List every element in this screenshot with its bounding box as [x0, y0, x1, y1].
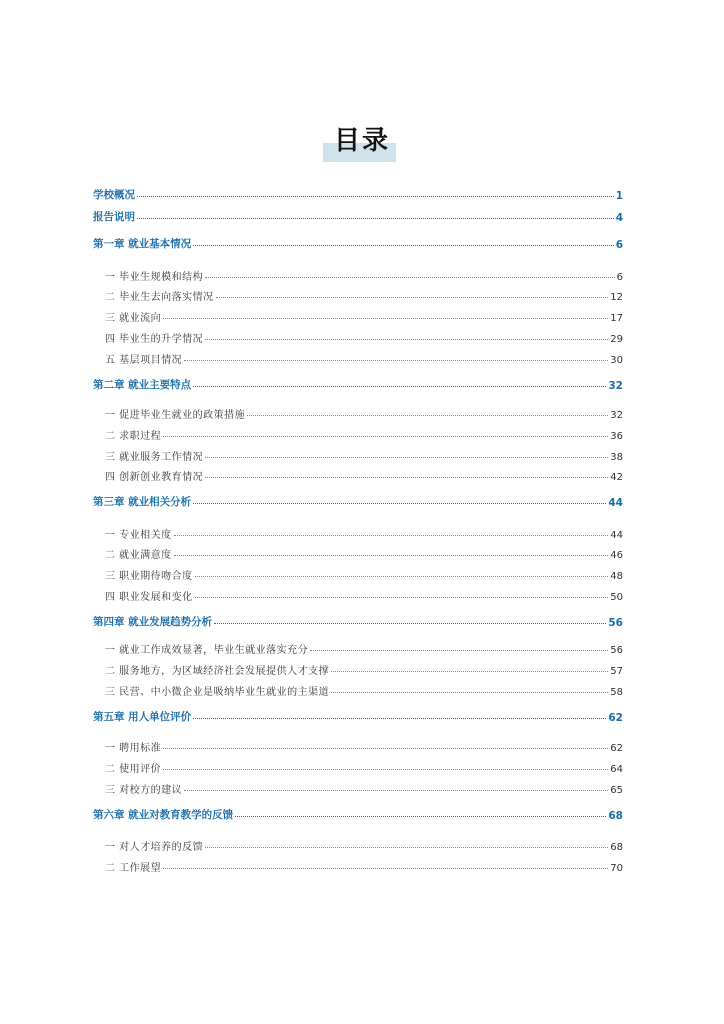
toc-entry-label: 第五章 用人单位评价	[93, 711, 192, 723]
toc-section-entry[interactable]	[105, 755, 623, 775]
toc-entry-label: 四 毕业生的升学情况	[105, 334, 204, 345]
toc-entry-page-number: 68	[610, 842, 623, 853]
toc-entry-label: 第四章 就业发展趋势分析	[93, 616, 213, 628]
toc-section-entry[interactable]	[105, 678, 623, 698]
toc-entry-page-number: 29	[610, 334, 623, 345]
toc-entry-page-number: 68	[608, 810, 623, 822]
dot-leader	[195, 597, 609, 598]
toc-entry-label: 四 职业发展和变化	[105, 592, 193, 603]
toc-entry-page-number: 50	[610, 592, 623, 603]
toc-entry-label: 二 使用评价	[105, 764, 162, 775]
toc-entry-page-number: 65	[610, 785, 623, 796]
dot-leader	[205, 477, 608, 478]
toc-entry-label: 第二章 就业主要特点	[93, 379, 192, 391]
toc-entry-page-number: 36	[610, 431, 623, 442]
toc-section-entry[interactable]	[105, 304, 623, 324]
toc-entry-label: 第一章 就业基本情况	[93, 238, 192, 250]
toc-entry-label: 三 就业流向	[105, 313, 162, 324]
dot-leader	[163, 748, 608, 749]
dot-leader	[163, 868, 608, 869]
toc-entry-page-number: 62	[608, 712, 623, 724]
dot-leader	[205, 847, 608, 848]
toc-section-entry[interactable]	[105, 325, 623, 345]
toc-entry-label: 二 就业满意度	[105, 550, 172, 561]
toc-entry-label: 一 聘用标准	[105, 743, 162, 754]
toc-section-entry[interactable]	[105, 283, 623, 303]
toc-entry-label: 一 就业工作成效显著，毕业生就业落实充分	[105, 645, 309, 656]
toc-entry-label: 三 民营、中小微企业是吸纳毕业生就业的主渠道	[105, 687, 330, 698]
toc-entry-page-number: 6	[616, 272, 623, 283]
toc-section-entry[interactable]	[105, 583, 623, 603]
toc-entry-page-number: 38	[610, 452, 623, 463]
toc-entry-label: 二 求职过程	[105, 431, 162, 442]
toc-entry-label: 二 工作展望	[105, 863, 162, 874]
toc-entry-page-number: 46	[610, 550, 623, 561]
toc-entry-page-number: 48	[610, 571, 623, 582]
dot-leader	[205, 277, 614, 278]
toc-entry-page-number: 58	[610, 687, 623, 698]
toc-section-entry[interactable]	[105, 854, 623, 874]
toc-section-entry[interactable]	[105, 422, 623, 442]
toc-section-entry[interactable]	[105, 636, 623, 656]
dot-leader	[137, 218, 614, 219]
toc-section-entry[interactable]	[105, 443, 623, 463]
toc-section-entry[interactable]	[105, 734, 623, 754]
toc-entry-label: 三 就业服务工作情况	[105, 452, 204, 463]
toc-chapter-entry[interactable]	[93, 704, 623, 724]
toc-entry-label: 三 职业期待吻合度	[105, 571, 193, 582]
dot-leader	[184, 360, 608, 361]
toc-entry-label: 五 基层项目情况	[105, 355, 183, 366]
toc-entry-label: 一 毕业生规模和结构	[105, 272, 204, 283]
toc-entry-label: 第三章 就业相关分析	[93, 496, 192, 508]
page-title: 目录	[333, 126, 390, 156]
toc-entry-label: 三 对校方的建议	[105, 785, 183, 796]
dot-leader	[193, 245, 614, 246]
dot-leader	[193, 386, 606, 387]
toc-entry-page-number: 42	[610, 472, 623, 483]
toc-entry-page-number: 56	[608, 617, 623, 629]
toc-section-entry[interactable]	[105, 263, 623, 283]
toc-entry-label: 二 服务地方，为区域经济社会发展提供人才支撑	[105, 666, 330, 677]
toc-entry-page-number: 44	[610, 530, 623, 541]
dot-leader	[163, 436, 608, 437]
toc-section-entry[interactable]	[105, 521, 623, 541]
dot-leader	[235, 816, 606, 817]
toc-chapter-entry[interactable]	[93, 609, 623, 629]
toc-entry-page-number: 30	[610, 355, 623, 366]
toc-entry-label: 学校概况	[93, 189, 135, 201]
dot-leader	[205, 339, 608, 340]
toc-entry-label: 二 毕业生去向落实情况	[105, 292, 214, 303]
toc-section-entry[interactable]	[105, 776, 623, 796]
toc-entry-page-number: 12	[610, 292, 623, 303]
toc-section-entry[interactable]	[105, 562, 623, 582]
toc-entry-page-number: 62	[610, 743, 623, 754]
toc-entry-label: 报告说明	[93, 211, 135, 223]
toc-entry-label: 一 对人才培养的反馈	[105, 842, 204, 853]
toc-chapter-entry[interactable]	[93, 802, 623, 822]
toc-section-entry[interactable]	[105, 346, 623, 366]
toc-entry-page-number: 70	[610, 863, 623, 874]
title-block	[0, 118, 724, 164]
dot-leader	[193, 503, 606, 504]
toc-entry-page-number: 44	[608, 497, 623, 509]
dot-leader	[163, 318, 608, 319]
toc-entry-page-number: 6	[615, 239, 623, 251]
dot-leader	[205, 457, 608, 458]
toc-section-entry[interactable]	[105, 833, 623, 853]
toc-entry-label: 第六章 就业对教育教学的反馈	[93, 809, 234, 821]
dot-leader	[163, 769, 608, 770]
toc-entry-page-number: 32	[608, 380, 623, 392]
toc-entry-label: 一 专业相关度	[105, 530, 172, 541]
toc-entry-page-number: 64	[610, 764, 623, 775]
toc-entry-page-number: 1	[615, 190, 623, 202]
toc-section-entry[interactable]	[105, 463, 623, 483]
dot-leader	[216, 297, 609, 298]
toc-entry-page-number: 17	[610, 313, 623, 324]
toc-chapter-entry[interactable]	[93, 489, 623, 509]
toc-chapter-entry[interactable]	[93, 231, 623, 251]
dot-leader	[310, 650, 608, 651]
toc-entry-page-number: 57	[610, 666, 623, 677]
dot-leader	[184, 790, 608, 791]
dot-leader	[195, 576, 609, 577]
dot-leader	[137, 196, 614, 197]
toc-entry-label: 四 创新创业教育情况	[105, 472, 204, 483]
dot-leader	[247, 415, 608, 416]
toc-entry-label: 一 促进毕业生就业的政策措施	[105, 410, 246, 421]
dot-leader	[193, 718, 606, 719]
toc-entry-page-number: 56	[610, 645, 623, 656]
dot-leader	[214, 623, 606, 624]
dot-leader	[331, 692, 608, 693]
dot-leader	[174, 535, 609, 536]
dot-leader	[331, 671, 608, 672]
toc-entry-page-number: 4	[615, 212, 623, 224]
toc-section-entry[interactable]	[105, 541, 623, 561]
toc-chapter-entry[interactable]	[93, 204, 623, 224]
toc-chapter-entry[interactable]	[93, 182, 623, 202]
toc-chapter-entry[interactable]	[93, 372, 623, 392]
toc-section-entry[interactable]	[105, 657, 623, 677]
dot-leader	[174, 555, 609, 556]
toc-entry-page-number: 32	[610, 410, 623, 421]
toc-section-entry[interactable]	[105, 401, 623, 421]
